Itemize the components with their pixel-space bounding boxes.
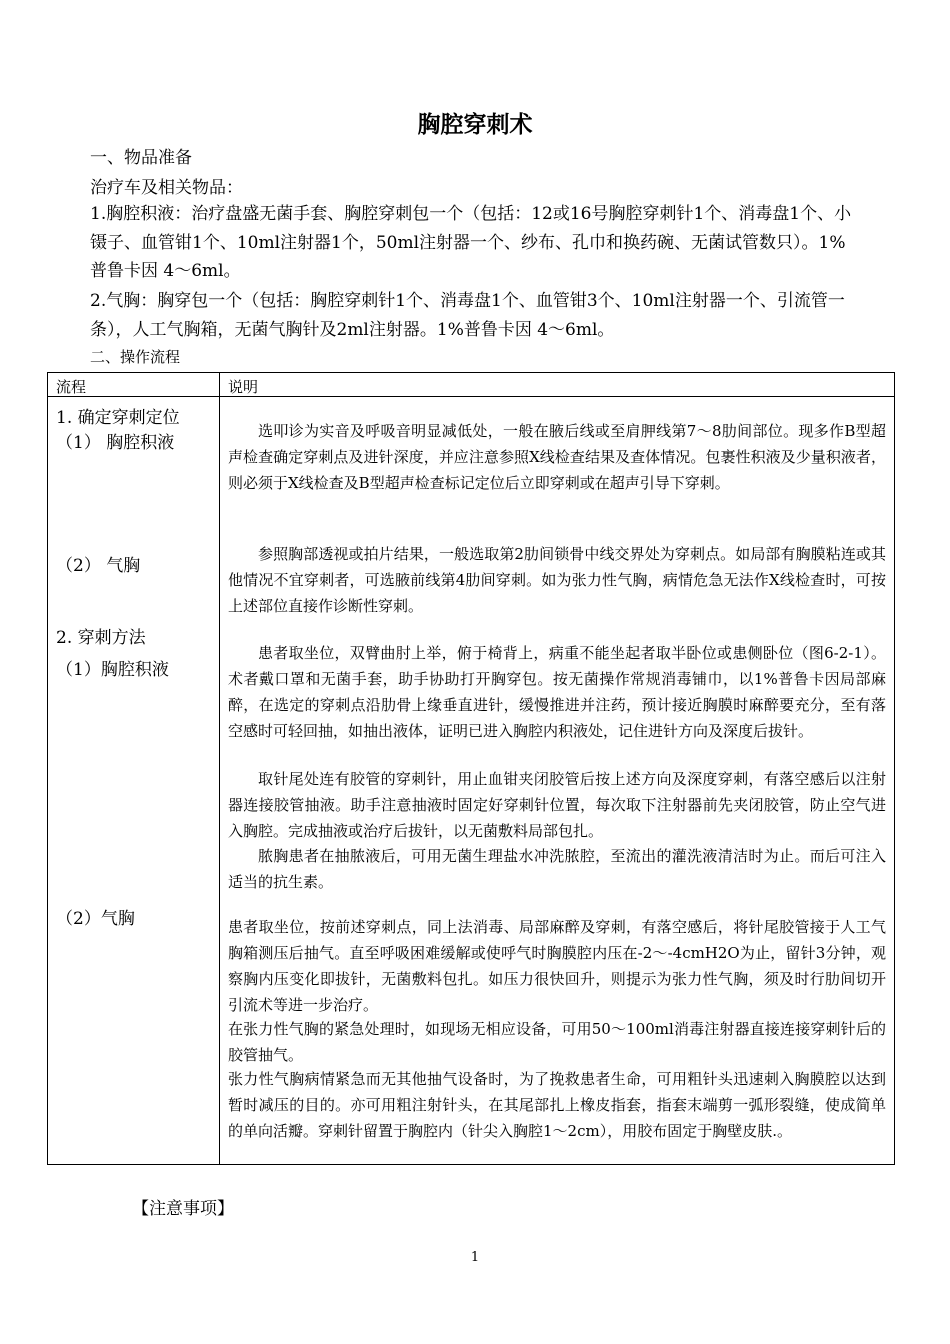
flow-step-1-1: （1） 胸腔积液: [56, 433, 175, 453]
notes-heading: 【注意事项】: [132, 1199, 234, 1219]
flow-step-2: 2. 穿刺方法: [56, 628, 146, 648]
table-header-divider: [48, 396, 894, 397]
flow-step-1-2: （2） 气胸: [56, 556, 141, 576]
desc-pneumothorax-method-2: 在张力性气胸的紧急处理时，如现场无相应设备，可用50～100ml消毒注射器直接连接穿刺针后的胶管抽气。: [228, 1020, 886, 1064]
section2-heading: 二、操作流程: [90, 348, 181, 366]
page-number: 1: [470, 1250, 480, 1265]
supply-item-1: 1.胸腔积液：治疗盘盛无菌手套、胸腔穿刺包一个（包括：12或16号胸腔穿刺针1个、消毒盘1个、小镊子、血管钳1个、10ml注射器1个，50ml注射器一个、纱布、孔巾和换药碗、无菌试管数只）。1%普鲁卡因 4～6ml。: [90, 204, 852, 281]
supply-item-2: 2.气胸：胸穿包一个（包括：胸腔穿刺针1个、消毒盘1个、血管钳3个、10ml注射器一个、引流管一条），人工气胸箱，无菌气胸针及2ml注射器。1%普鲁卡因 4～6ml。: [90, 291, 845, 340]
desc-effusion-method-1: 患者取坐位，双臂曲肘上举，俯于椅背上，病重不能坐起者取半卧位或患侧卧位（图6-2-1）。术者戴口罩和无菌手套，助手协助打开胸穿包。按无菌操作常规消毒铺巾，以1%普鲁卡因局部麻醉，在选定的穿刺点沿肋骨上缘垂直进针，缓慢推进并注药，预计接近胸膜时麻醉要充分，至有落空感时可轻回抽，如抽出液体，证明已进入胸腔内积液处，记住进针方向及深度后拔针。: [228, 644, 886, 740]
desc-effusion-method-2: 取针尾处连有胶管的穿刺针，用止血钳夹闭胶管后按上述方向及深度穿刺，有落空感后以注射器连接胶管抽液。助手注意抽液时固定好穿刺针位置，每次取下注射器前先夹闭胶管，防止空气进入胸腔。完成抽液或治疗后拔针，以无菌敷料局部包扎。: [228, 770, 886, 840]
section1-subheading: 治疗车及相关物品：: [90, 178, 243, 198]
page-title: 胸腔穿刺术: [417, 112, 533, 138]
procedure-table: [47, 372, 895, 1165]
desc-pneumothorax-method-1: 患者取坐位，按前述穿刺点，同上法消毒、局部麻醉及穿刺，有落空感后，将针尾胶管接于人工气胸箱测压后抽气。直至呼吸困难缓解或使呼气时胸膜腔内压在-2～-4cmH2O为止，留针3分钟，观察胸内压变化即拔针，无菌敷料包扎。如压力很快回升，则提示为张力性气胸，须及时行肋间切开引流术等进一步治疗。: [228, 918, 886, 1014]
desc-pneumothorax-locate: 参照胸部透视或拍片结果，一般选取第2肋间锁骨中线交界处为穿刺点。如局部有胸膜粘连或其他情况不宜穿刺者，可选腋前线第4肋间穿刺。如为张力性气胸，病情危急无法作X线检查时，可按上述部位直接作诊断性穿刺。: [228, 545, 886, 615]
section1-heading: 一、物品准备: [90, 148, 192, 168]
desc-pleural-effusion-locate: 选叩诊为实音及呼吸音明显减低处，一般在腋后线或至肩胛线第7～8肋间部位。现多作B型超声检查确定穿刺点及进针深度，并应注意参照X线检查结果及查体情况。包裹性积液及少量积液者，则必须于X线检查及B型超声检查标记定位后立即穿刺或在超声引导下穿刺。: [228, 422, 886, 492]
table-column-divider: [219, 373, 220, 1164]
flow-step-1: 1. 确定穿刺定位: [56, 408, 180, 428]
desc-effusion-method-3: 脓胸患者在抽脓液后，可用无菌生理盐水冲洗脓腔，至流出的灌洗液清洁时为止。而后可注入适当的抗生素。: [228, 847, 886, 891]
desc-pneumothorax-method-3: 张力性气胸病情紧急而无其他抽气设备时，为了挽救患者生命，可用粗针头迅速刺入胸膜腔以达到暂时减压的目的。亦可用粗注射针头，在其尾部扎上橡皮指套，指套末端剪一弧形裂缝，使成简单的单向活瓣。穿刺针留置于胸腔内（针尖入胸腔1～2cm），用胶布固定于胸壁皮肤.。: [228, 1070, 886, 1140]
flow-step-2-2: （2）气胸: [56, 909, 135, 929]
flow-step-2-1: （1）胸腔积液: [56, 660, 169, 680]
table-header-flow: 流程: [56, 378, 87, 396]
table-header-desc: 说明: [228, 378, 259, 396]
